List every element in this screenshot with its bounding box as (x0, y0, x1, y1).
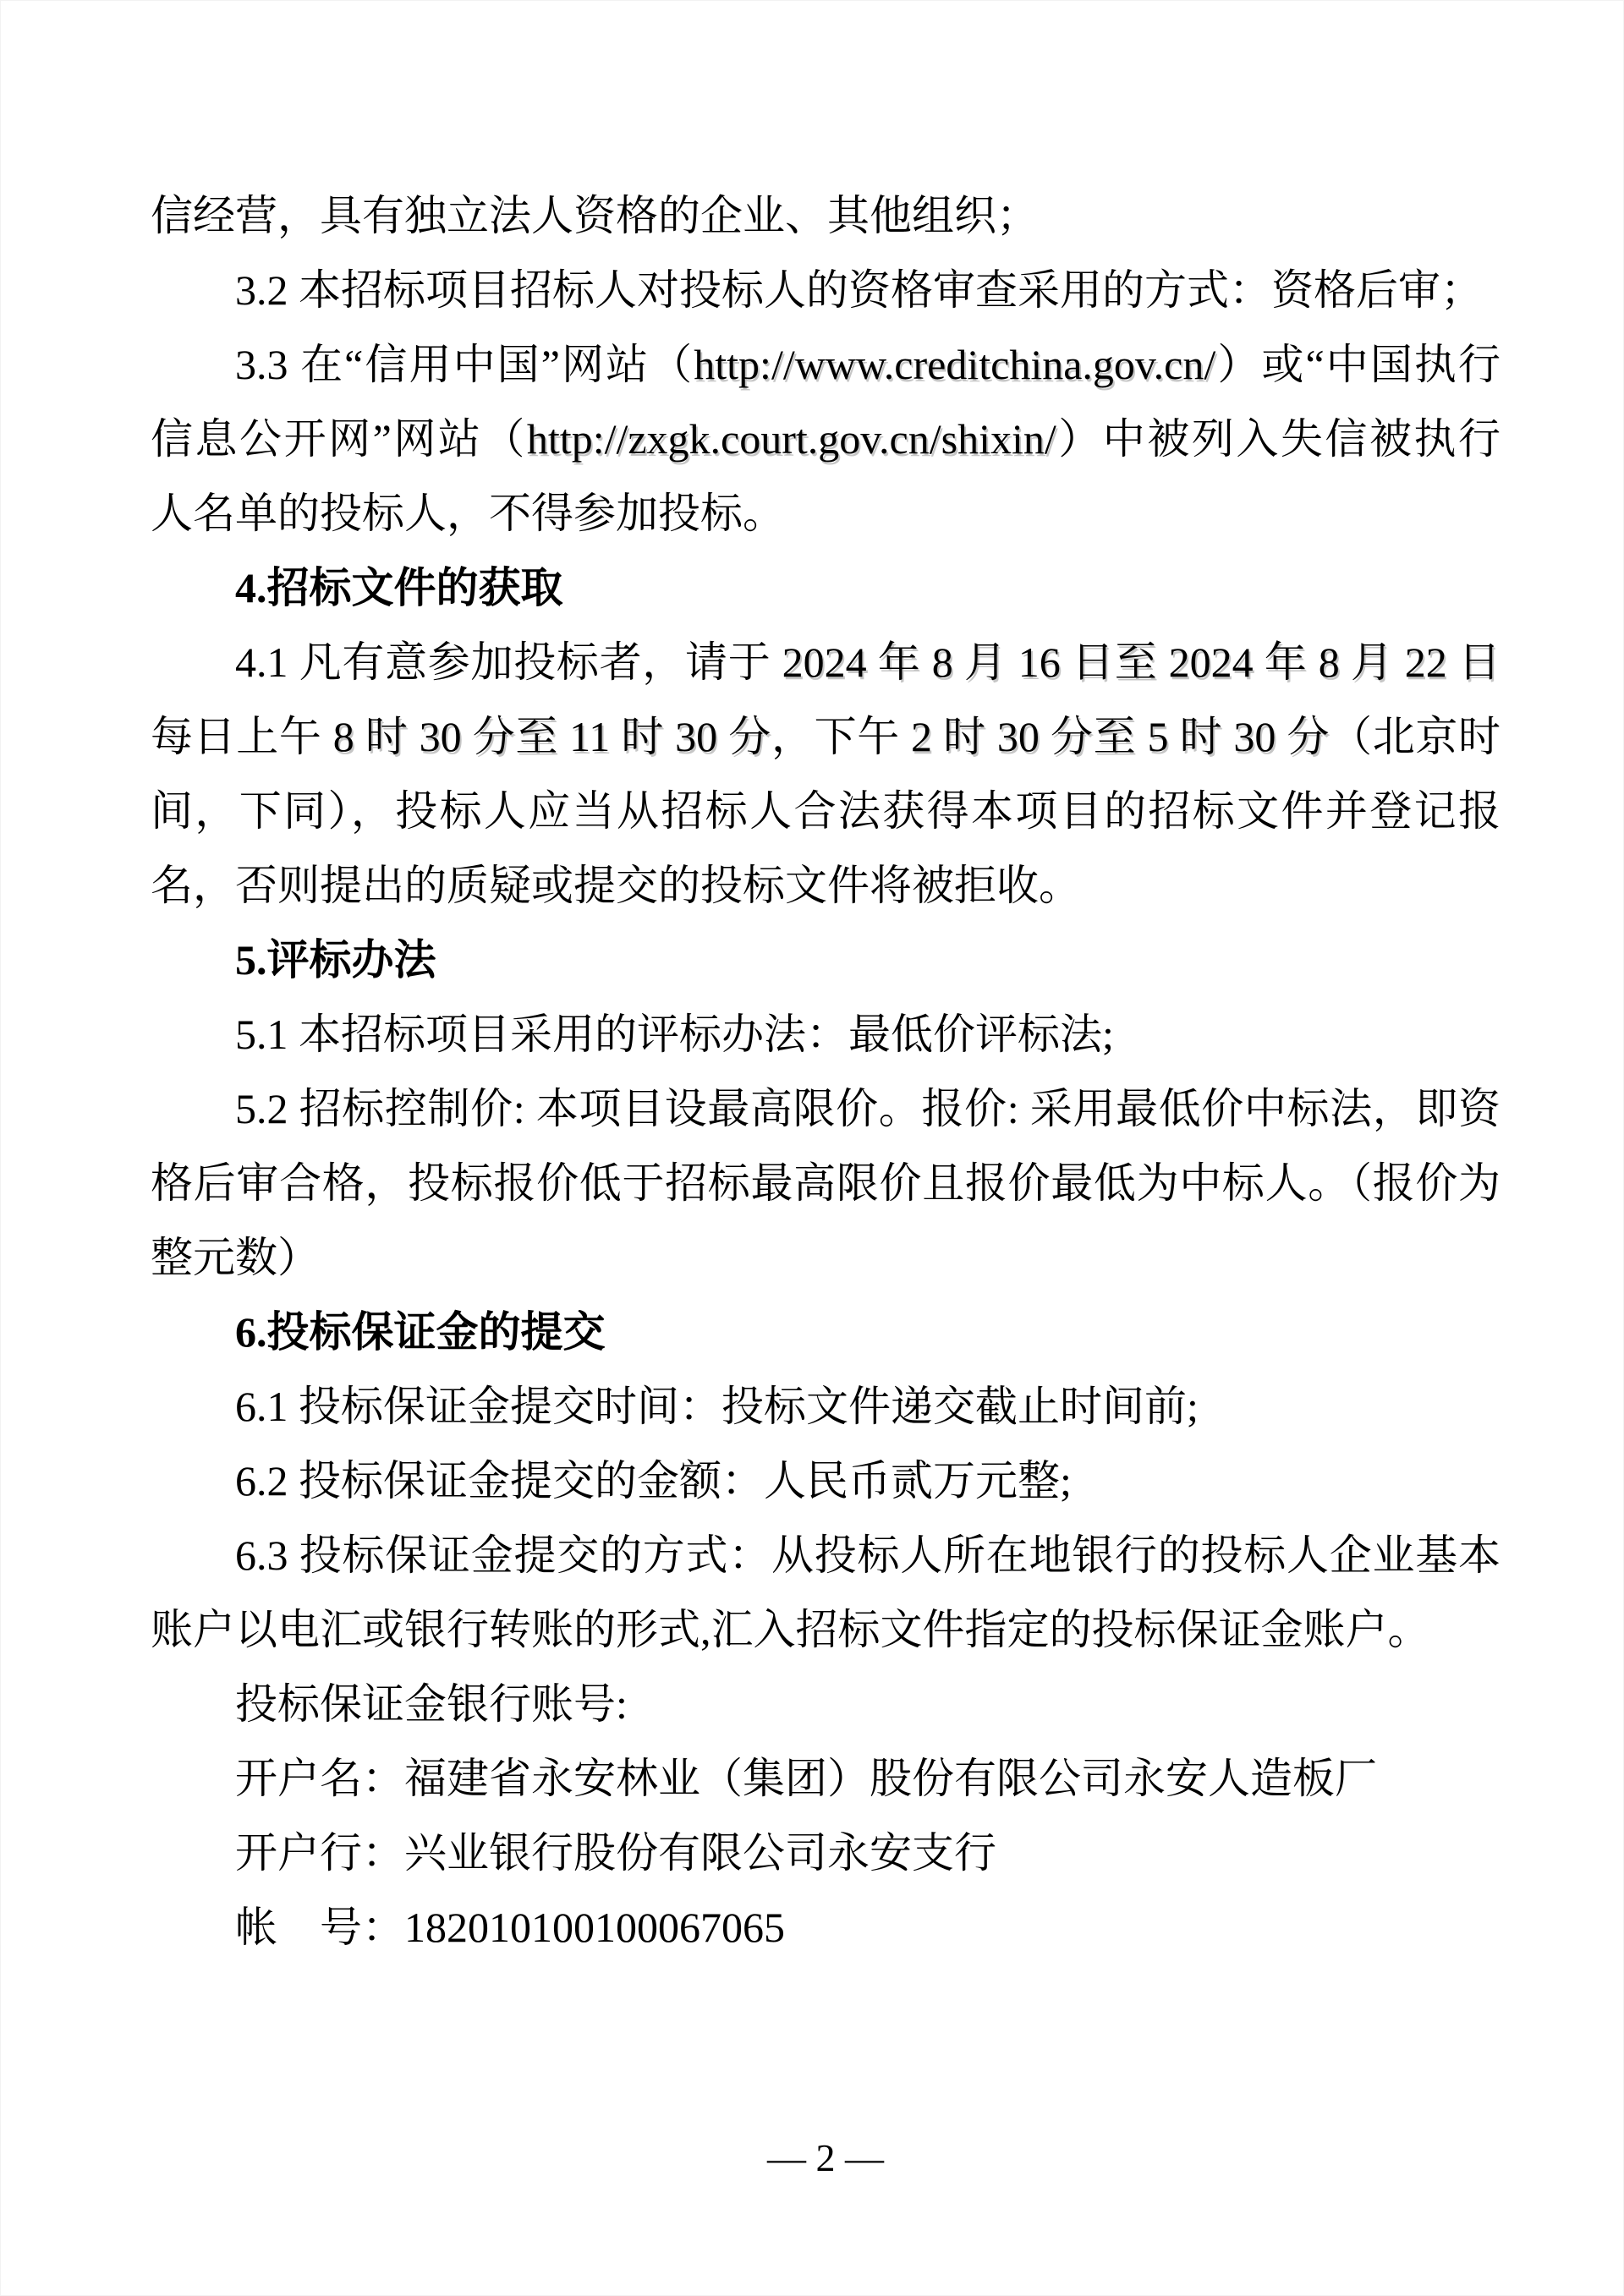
text-run: ，下午 (771, 713, 911, 760)
paragraph-6-1: 6.1 投标保证金提交时间：投标文件递交截止时间前; (235, 1383, 1199, 1430)
text-run: （北京时间，下同），投标人应当从招标人合法获得本项目的招标文件并登记报名，否则提出的质疑或提交的投标文件将被拒收。 (151, 713, 1501, 909)
url-text: http://zxgk.court.gov.cn/shixin/ (526, 415, 1056, 463)
paragraph-deposit-account-label: 投标保证金银行账号: (235, 1680, 628, 1728)
paragraph-account-bank: 开户行：兴业银行股份有限公司永安支行 (235, 1829, 996, 1877)
paragraph-account-number: 帐 号：182010100100067065 (235, 1904, 785, 1951)
section-heading-4: 4.招标文件的获取 (235, 564, 563, 611)
time-range-text: 2 时 30 分至 5 时 30 分 (911, 713, 1330, 760)
document-body (151, 178, 1501, 1964)
paragraph-3-2: 3.2 本招标项目招标人对投标人的资格审查采用的方式：资格后审； (235, 266, 1483, 314)
section-heading-6: 6.投标保证金的提交 (235, 1308, 606, 1356)
url-text: http://www.creditchina.gov.cn/ (694, 341, 1216, 388)
paragraph-6-3: 6.3 投标保证金提交的方式：从投标人所在地银行的投标人企业基本账户以电汇或银行转账的形式,汇入招标文件指定的投标保证金账户。 (151, 1532, 1501, 1653)
page-number: — 2 — (767, 2136, 884, 2179)
paragraph-continuation: 信经营，具有独立法人资格的企业、其他组织； (151, 192, 1039, 239)
paragraph-5-2: 5.2 招标控制价: 本项目设最高限价。报价: 采用最低价中标法，即资格后审合格，投标报价低于招标最高限价且报价最低为中标人。（报价为整元数） (151, 1085, 1501, 1281)
time-range-text: 8 时 30 分至 11 时 30 分 (332, 713, 771, 760)
paragraph-3-3 (151, 327, 1501, 551)
text-run: 每日上午 (151, 713, 333, 760)
paragraph-account-name: 开户名：福建省永安林业（集团）股份有限公司永安人造板厂 (235, 1755, 1377, 1802)
section-heading-5: 5.评标办法 (235, 936, 436, 984)
paragraph-4-1 (151, 625, 1501, 923)
text-run: 4.1 凡有意参加投标者，请于 (235, 638, 782, 686)
text-run: ）中被列入失信被执行人名单的投标人，不得参加投标。 (151, 415, 1501, 537)
date-range-text: 2024 年 8 月 16 日至 2024 年 8 月 22 日 (782, 638, 1501, 686)
text-run: ）或“中国执行信息公开网”网站（ (151, 341, 1501, 463)
paragraph-6-2: 6.2 投标保证金提交的金额：人民币贰万元整; (235, 1457, 1072, 1504)
paragraph-5-1: 5.1 本招标项目采用的评标办法：最低价评标法; (235, 1011, 1114, 1058)
text-run: 3.3 在“信用中国”网站（ (235, 341, 694, 388)
